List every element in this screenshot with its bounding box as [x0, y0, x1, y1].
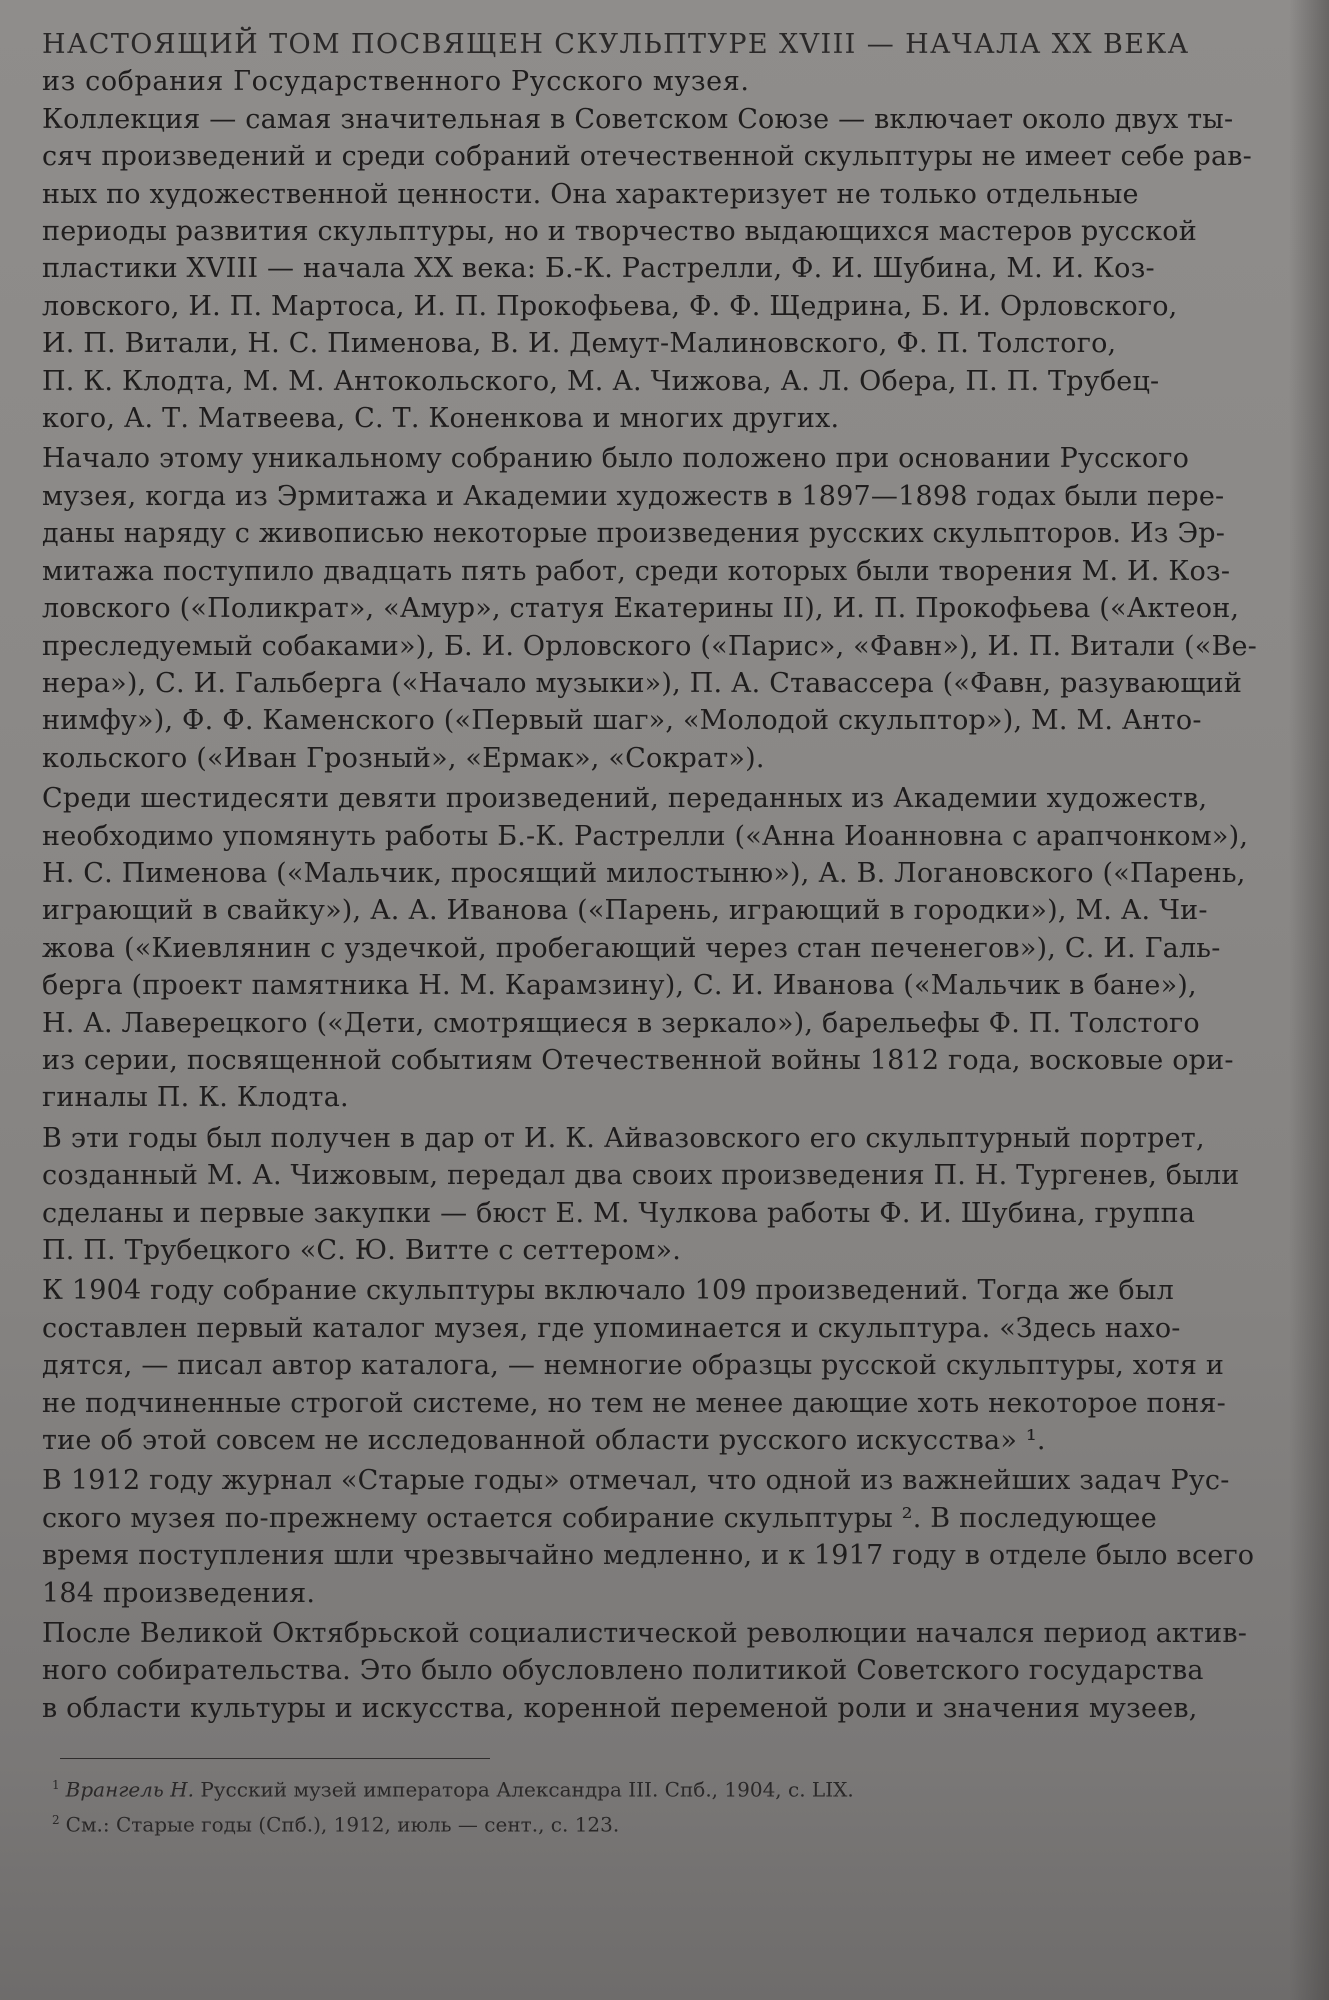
footnotes	[52, 1770, 1202, 1839]
paragraph-origins: Начало этому уникальному собранию было положено при основании Русского музея, когда из Эрмитажа и Академии художеств в 1897—1898 годах были пере- даны наряду с живописью некоторые произведения русских скульпторов. Из Эр- митажа поступило двадцать пять работ, среди которых были творения М. И. Коз- ловского («Поликрат», «Амур», статуя Екатерины II), И. П. Прокофьева («Актеон, преследуемый собаками»), Б. И. Орловского («Парис», «Фавн»), И. П. Витали («Ве- нера»), С. И. Гальберга («Начало музыки»), П. А. Ставассера («Фавн, разувающий нимфу»), Ф. Ф. Каменского («Первый шаг», «Молодой скульптор»), М. М. Анто- кольского («Иван Грозный», «Ермак», «Сократ»).	[42, 443, 1258, 774]
footnote-number: 2	[52, 1812, 60, 1827]
footnote-2	[52, 1805, 1202, 1840]
body-text	[42, 26, 1267, 1730]
paragraph-revolution: После Великой Октябрьской социалистической революции начался период актив- ного собирательства. Это было обусловлено политикой Советского государства в области культуры и искусства, коренной переменой роли и значения музеев,	[42, 1618, 1248, 1724]
footnote-1	[52, 1770, 1202, 1805]
paragraph-academy: Среди шестидесяти девяти произведений, переданных из Академии художеств, необходимо упомянуть работы Б.-К. Растрелли («Анна Иоанновна с арапчонком»), Н. С. Пименова («Мальчик, просящий милостыню»), А. В. Логановского («Парень, играющий в свайку»), А. А. Иванова («Парень, играющий в городки»), М. А. Чи- жова («Киевлянин с уздечкой, пробегающий через стан печенегов»), С. И. Галь- берга (проект памятника Н. М. Карамзину), С. И. Иванова («Мальчик в бане»), Н. А. Лаверецкого («Дети, смотрящиеся в зеркало»), барельефы Ф. П. Толстого из серии, посвященной событиям Отечественной войны 1812 года, восковые ори- гиналы П. К. Клодта.	[42, 783, 1249, 1114]
paragraph-collection: Коллекция — самая значительная в Советском Союзе — включает около двух ты- сяч произведений и среди собраний отечественной скульптуры не имеет себе рав- ных по художественной ценности. Она характеризует не только отдельные периоды развития скульптуры, но и творчество выдающихся мастеров русской пластики XVIII — начала XX века: Б.-К. Растрелли, Ф. И. Шубина, М. И. Коз- ловского, И. П. Мартоса, И. П. Прокофьева, Ф. Ф. Щедрина, Б. И. Орловского, И. П. Витали, Н. С. Пименова, В. И. Демут-Малиновского, Ф. П. Толстого, П. К. Клодта, М. М. Антокольского, М. А. Чижова, А. Л. Обера, П. П. Трубец- кого, А. Т. Матвеева, С. Т. Коненкова и многих других.	[42, 103, 1252, 435]
page-heading: НАСТОЯЩИЙ ТОМ ПОСВЯЩЕН СКУЛЬПТУРЕ XVIII — НАЧАЛА XX ВЕКА	[42, 29, 1190, 60]
paragraph-1904: К 1904 году собрание скульптуры включало 109 произведений. Тогда же был составлен первый каталог музея, где упоминается и скульптура. «Здесь нахо- дятся, — писал автор каталога, — немногие образцы русской скульптуры, хотя и не подчиненные строгой системе, но тем не менее дающие хоть некоторое поня- тие об этой совсем не исследованной области русского искусства» ¹.	[42, 1275, 1226, 1457]
footnote-number: 1	[52, 1778, 60, 1792]
footnote-author: Врангель Н.	[65, 1777, 194, 1802]
page-subheading: из собрания Государственного Русского музея.	[42, 66, 750, 98]
footnote-text: См.: Старые годы (Спб.), 1912, июль — сент., с. 123.	[65, 1812, 620, 1837]
paragraph-1912: В 1912 году журнал «Старые годы» отмечал, что одной из важнейших задач Рус- ского музея по-прежнему остается собирание скульптуры ². В последующее время поступления шли чрезвычайно медленно, и к 1917 году в отделе было всего 184 произведения.	[42, 1465, 1255, 1609]
footnote-divider	[60, 1758, 490, 1759]
paragraph-donations: В эти годы был получен в дар от И. К. Айвазовского его скульптурный портрет, созданный М. А. Чижовым, передал два своих произведения П. Н. Тургенев, были сделаны и первые закупки — бюст Е. М. Чулкова работы Ф. И. Шубина, группа П. П. Трубецкого «С. Ю. Витте с сеттером».	[42, 1122, 1240, 1266]
footnote-text: Русский музей императора Александра III. Спб., 1904, с. LIX.	[200, 1777, 854, 1802]
